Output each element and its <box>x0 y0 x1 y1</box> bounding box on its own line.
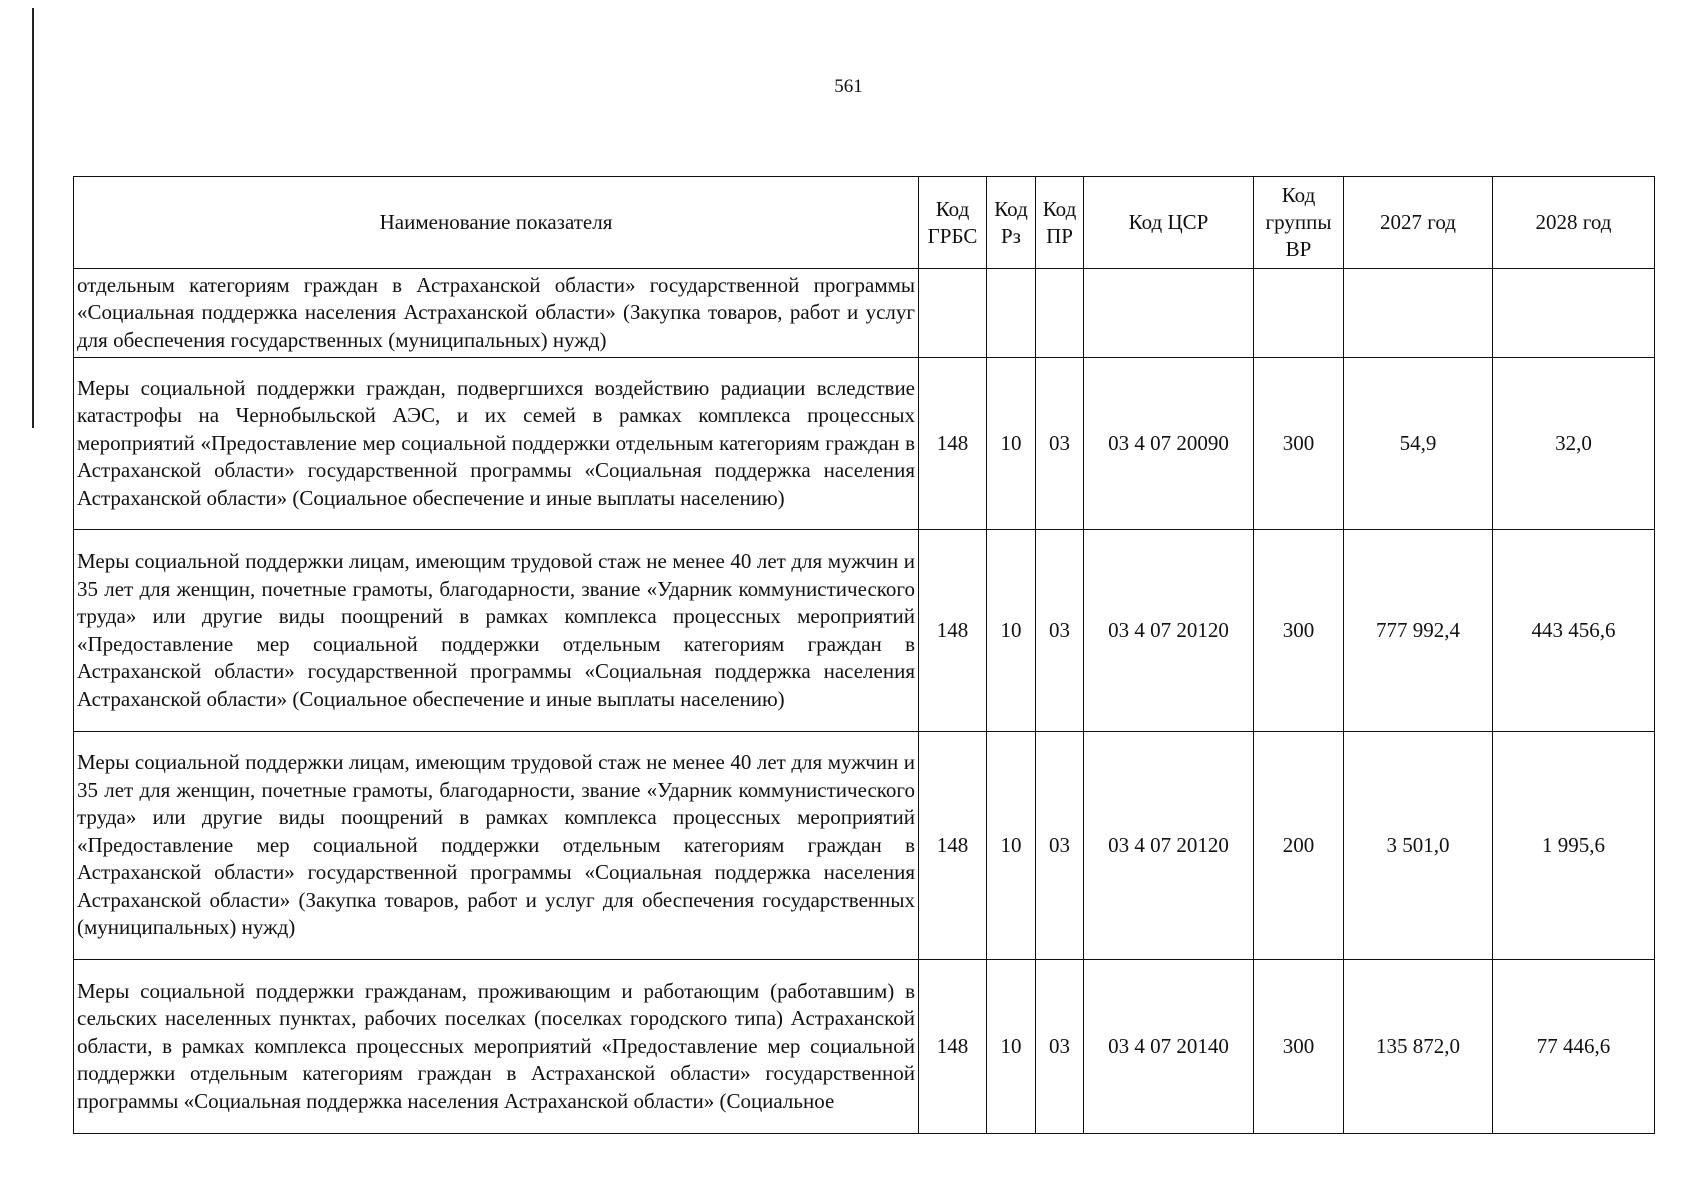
header-name: Наименование показателя <box>74 177 919 269</box>
header-pr: Код ПР <box>1036 177 1084 269</box>
header-2028: 2028 год <box>1493 177 1655 269</box>
row-pr-cell: 03 <box>1036 960 1084 1134</box>
row-grbs-cell: 148 <box>919 358 987 530</box>
row-pr-cell: 03 <box>1036 530 1084 732</box>
table-row <box>74 269 1655 358</box>
row-rz-cell: 10 <box>987 960 1036 1134</box>
row-name-cell: отдельным категориям граждан в Астраханской области» государственной программы «Социальная поддержка населения Астраханской области» (Закупка товаров, работ и услуг для обеспечения государственных (муниципальных) нужд) <box>74 269 919 358</box>
row-pr-cell: 03 <box>1036 732 1084 960</box>
row-grbs-cell <box>919 269 987 358</box>
row-vr-cell: 300 <box>1254 530 1344 732</box>
page-number: 561 <box>834 76 863 97</box>
row-rz-cell: 10 <box>987 530 1036 732</box>
row-grbs-cell: 148 <box>919 732 987 960</box>
row-2028-cell: 77 446,6 <box>1493 960 1655 1134</box>
row-grbs-cell: 148 <box>919 960 987 1134</box>
row-pr-cell <box>1036 269 1084 358</box>
row-2027-cell: 3 501,0 <box>1344 732 1493 960</box>
row-csr-cell <box>1084 269 1254 358</box>
row-name-cell: Меры социальной поддержки лицам, имеющим трудовой стаж не менее 40 лет для мужчин и 35 лет для женщин, почетные грамоты, благодарности, звание «Ударник коммунистического труда» или другие виды поощрений в рамках комплекса процессных мероприятий «Предоставление мер социальной поддержки отдельным категориям граждан в Астраханской области» государственной программы «Социальная поддержка населения Астраханской области» (Социальное обеспечение и иные выплаты населению) <box>74 530 919 732</box>
table-header-row <box>74 177 1655 269</box>
table-row <box>74 960 1655 1134</box>
table-row <box>74 358 1655 530</box>
row-vr-cell: 300 <box>1254 960 1344 1134</box>
header-2027: 2027 год <box>1344 177 1493 269</box>
row-grbs-cell: 148 <box>919 530 987 732</box>
row-rz-cell: 10 <box>987 732 1036 960</box>
row-vr-cell: 300 <box>1254 358 1344 530</box>
row-2027-cell: 135 872,0 <box>1344 960 1493 1134</box>
row-vr-cell <box>1254 269 1344 358</box>
row-vr-cell: 200 <box>1254 732 1344 960</box>
row-name-cell: Меры социальной поддержки гражданам, проживающим и работающим (работавшим) в сельских населенных пунктах, рабочих поселках (поселках городского типа) Астраханской области, в рамках комплекса процессных мероприятий «Предоставление мер социальной поддержки отдельным категориям граждан в Астраханской области» государственной программы «Социальная поддержка населения Астраханской области» (Социальное <box>74 960 919 1134</box>
row-2028-cell: 1 995,6 <box>1493 732 1655 960</box>
row-2028-cell <box>1493 269 1655 358</box>
row-rz-cell: 10 <box>987 358 1036 530</box>
header-csr: Код ЦСР <box>1084 177 1254 269</box>
budget-table <box>73 176 1655 1134</box>
row-rz-cell <box>987 269 1036 358</box>
binding-edge-line <box>32 8 34 428</box>
header-vr: Код группы ВР <box>1254 177 1344 269</box>
row-2027-cell: 777 992,4 <box>1344 530 1493 732</box>
row-csr-cell: 03 4 07 20140 <box>1084 960 1254 1134</box>
row-csr-cell: 03 4 07 20120 <box>1084 732 1254 960</box>
row-csr-cell: 03 4 07 20120 <box>1084 530 1254 732</box>
row-2027-cell <box>1344 269 1493 358</box>
header-rz: Код Рз <box>987 177 1036 269</box>
table-row <box>74 530 1655 732</box>
row-pr-cell: 03 <box>1036 358 1084 530</box>
row-csr-cell: 03 4 07 20090 <box>1084 358 1254 530</box>
row-2028-cell: 32,0 <box>1493 358 1655 530</box>
header-grbs: Код ГРБС <box>919 177 987 269</box>
table-row <box>74 732 1655 960</box>
row-2027-cell: 54,9 <box>1344 358 1493 530</box>
row-name-cell: Меры социальной поддержки граждан, подвергшихся воздействию радиации вследствие катастрофы на Чернобыльской АЭС, и их семей в рамках комплекса процессных мероприятий «Предоставление мер социальной поддержки отдельным категориям граждан в Астраханской области» государственной программы «Социальная поддержка населения Астраханской области» (Социальное обеспечение и иные выплаты населению) <box>74 358 919 530</box>
row-name-cell: Меры социальной поддержки лицам, имеющим трудовой стаж не менее 40 лет для мужчин и 35 лет для женщин, почетные грамоты, благодарности, звание «Ударник коммунистического труда» или другие виды поощрений в рамках комплекса процессных мероприятий «Предоставление мер социальной поддержки отдельным категориям граждан в Астраханской области» государственной программы «Социальная поддержка населения Астраханской области» (Закупка товаров, работ и услуг для обеспечения государственных (муниципальных) нужд) <box>74 732 919 960</box>
row-2028-cell: 443 456,6 <box>1493 530 1655 732</box>
